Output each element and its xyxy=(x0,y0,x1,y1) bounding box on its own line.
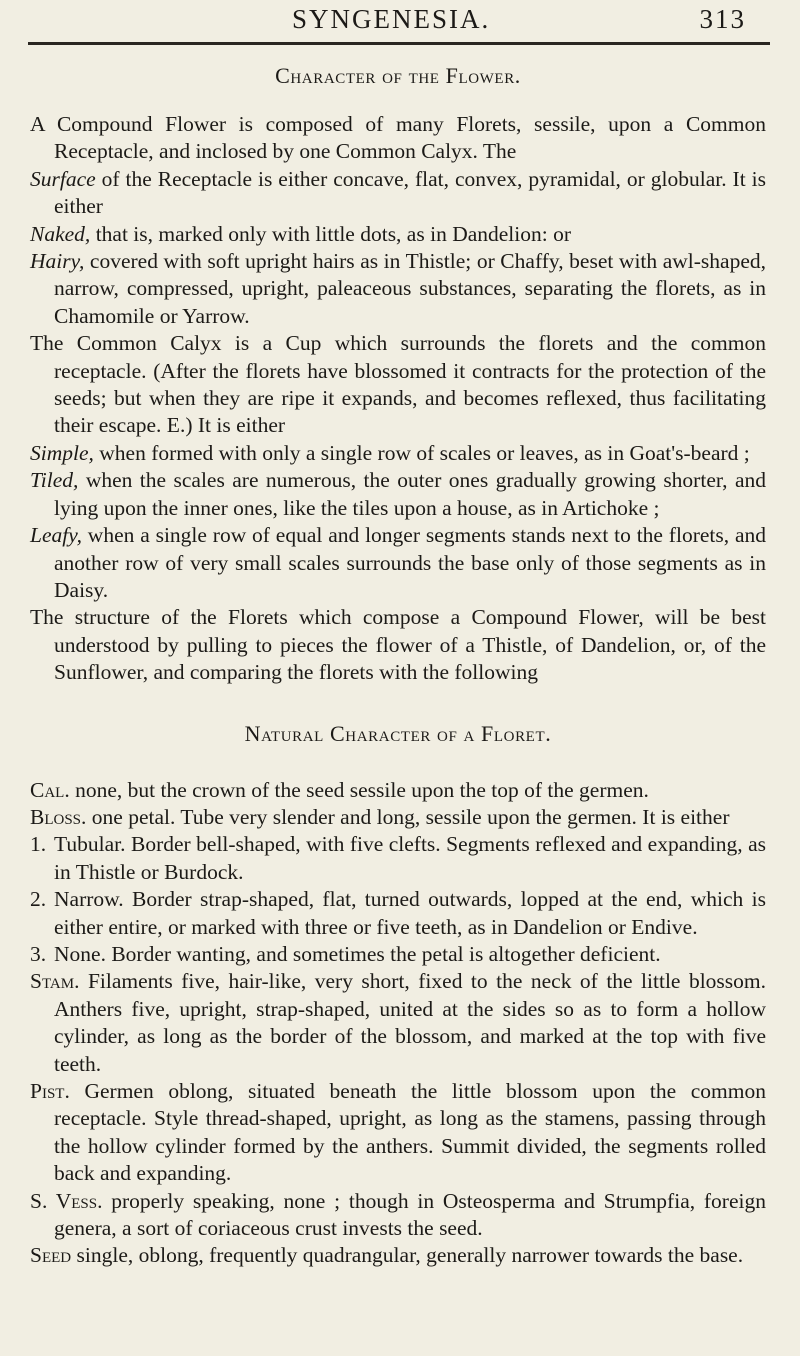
entry-seed-vessel: S. Vess. properly speaking, none ; though in Osteosperma and Strumpfia, foreign genera, a sort of coriaceous crust invests the seed. xyxy=(30,1188,766,1241)
paragraph: The Common Calyx is a Cup which surrounds the florets and the common receptacle. (After the florets have blossomed it contracts for the protection of the seeds; but when they are ripe it expands, and becomes reflexed, thus facilitating their escape. E.) It is either xyxy=(30,331,766,438)
header-rule xyxy=(28,42,770,45)
paragraph: Simple, when formed with only a single row of scales or leaves, as in Goat's-beard ; xyxy=(30,440,750,465)
entry-calyx: Cal. none, but the crown of the seed sessile upon the top of the germen. xyxy=(30,777,649,802)
section-title-natural-character: Natural Character of a Floret. xyxy=(244,720,552,746)
section-title-character-of-flower: Character of the Flower. xyxy=(275,63,521,88)
entry-seed: Seed single, oblong, frequently quadrangular, generally narrower towards the base. xyxy=(30,1243,744,1268)
flower-description xyxy=(30,111,766,687)
paragraph: The structure of the Florets which compose a Compound Flower, will be best understood by pulling to pieces the flower of a Thistle, of Dandelion, or, of the Sunflower, and comparing the florets with the following xyxy=(30,605,766,685)
paragraph: Naked, that is, marked only with little dots, as in Dandelion: or xyxy=(30,221,572,246)
floret-description xyxy=(30,777,766,1270)
entry-blossom: Bloss. one petal. Tube very slender and long, sessile upon the germen. It is either xyxy=(30,804,730,829)
paragraph: Leafy, when a single row of equal and longer segments stands next to the florets, and another row of very small scales surrounds the base only of those segments as in Daisy. xyxy=(30,523,766,602)
paragraph: Surface of the Receptacle is either concave, flat, convex, pyramidal, or globular. It is either xyxy=(30,166,766,219)
numbered-item: 1. Tubular. Border bell-shaped, with five clefts. Segments reflexed and expanding, as in Thistle or Burdock. xyxy=(30,832,766,884)
numbered-item: 3. None. Border wanting, and sometimes the petal is altogether deficient. xyxy=(30,941,661,966)
running-head xyxy=(30,4,766,42)
paragraph: A Compound Flower is composed of many Florets, sessile, upon a Common Receptacle, and inclosed by one Common Calyx. The xyxy=(30,112,766,164)
paragraph: Hairy, covered with soft upright hairs as in Thistle; or Chaffy, beset with awl-shaped, narrow, compressed, upright, paleaceous substances, separating the florets, as in Chamomile or Yarrow. xyxy=(30,249,766,328)
entry-pistil: Pist. Germen oblong, situated beneath the little blossom upon the common receptacle. Style thread-shaped, upright, as long as the stamens, passing through the hollow cylinder formed by the anthers. Summit divided, the segments rolled back and expanding. xyxy=(30,1079,766,1186)
numbered-item: 2. Narrow. Border strap-shaped, flat, turned outwards, lopped at the end, which is either entire, or marked with three or five teeth, as in Dandelion or Endive. xyxy=(30,887,766,939)
entry-stamens: Stam. Filaments five, hair-like, very short, fixed to the neck of the little blossom. Anthers five, upright, strap-shaped, united at the sides so as to form a hollow cylinder, as long as the border of the blossom, and marked at the top with five teeth. xyxy=(30,969,766,1076)
running-title: SYNGENESIA. xyxy=(292,4,491,34)
paragraph: Tiled, when the scales are numerous, the outer ones gradually growing shorter, and lying upon the inner ones, like the tiles upon a house, as in Artichoke ; xyxy=(30,468,766,520)
page-number: 313 xyxy=(699,4,746,34)
